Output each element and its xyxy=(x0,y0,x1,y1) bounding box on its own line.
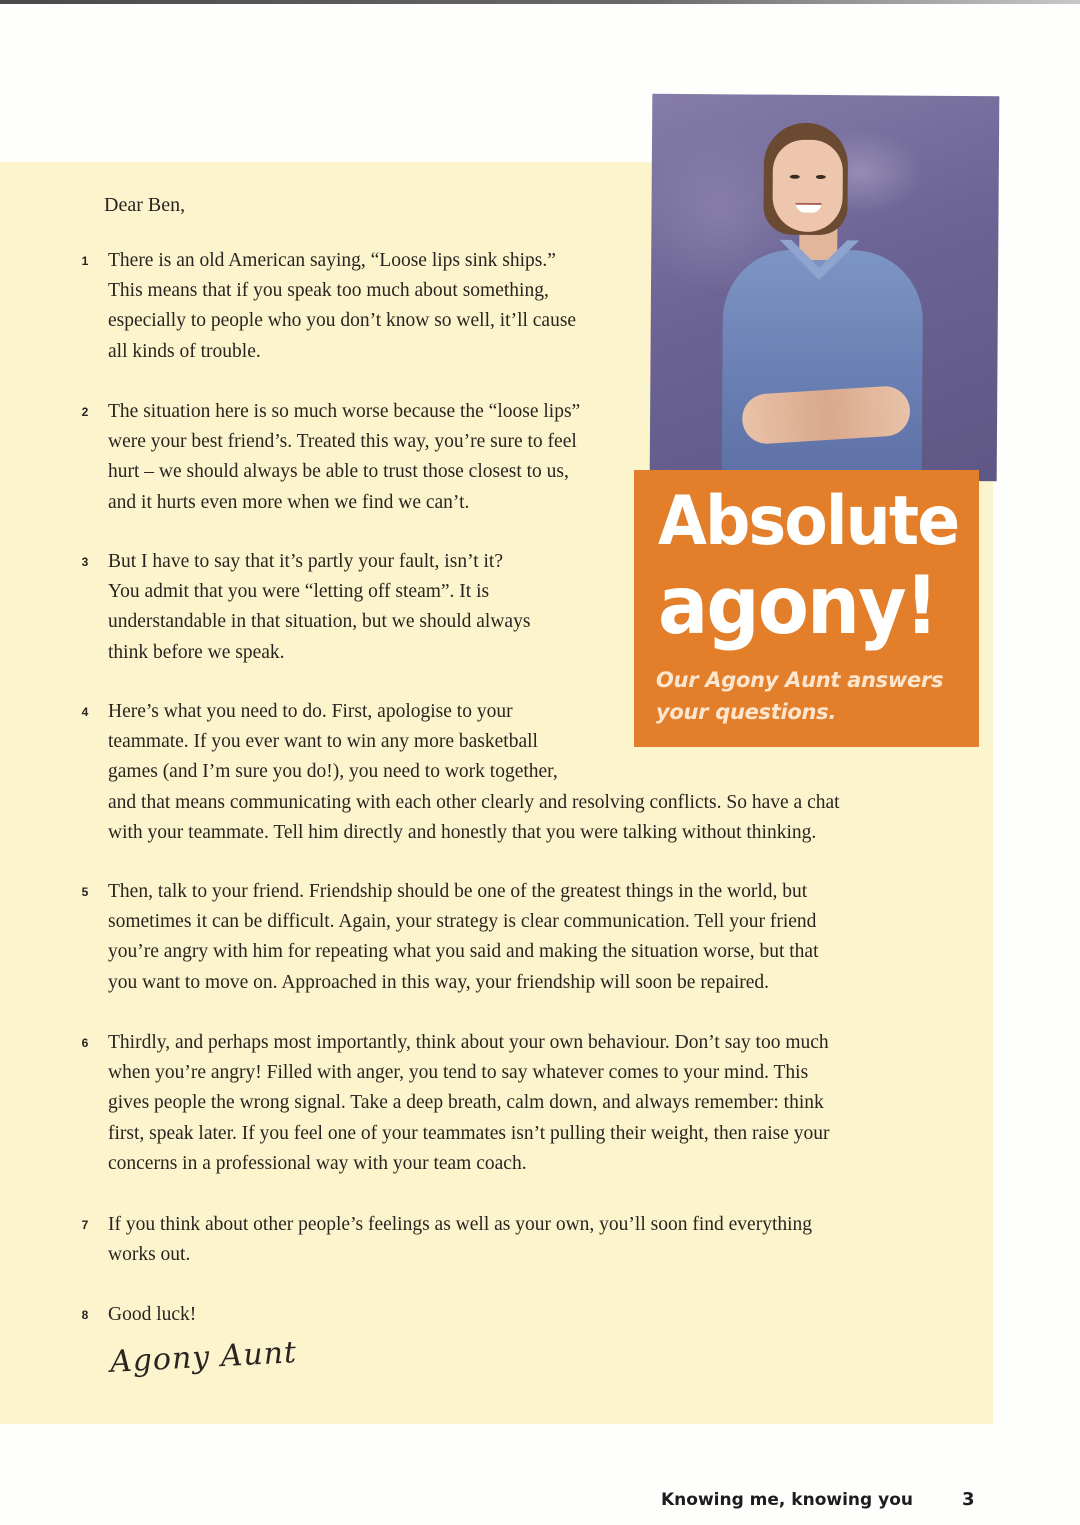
paragraph-number: 5 xyxy=(81,885,89,899)
paragraph-line: especially to people who you don’t know so well, it’ll cause xyxy=(108,310,577,332)
paragraph-line: Here’s what you need to do. First, apologise to your xyxy=(108,701,513,722)
paragraph-line: understandable in that situation, but we should always xyxy=(108,611,531,633)
paragraph-line: There is an old American saying, “Loose lips sink ships.” xyxy=(108,250,556,271)
paragraph-line: Thirdly, and perhaps most importantly, think about your own behaviour. Don’t say too much xyxy=(108,1032,829,1053)
subheading-line-1: Our Agony Aunt answers xyxy=(656,668,944,692)
paragraph-line: were your best friend’s. Treated this way, you’re sure to feel xyxy=(108,431,577,453)
paragraph-number: 2 xyxy=(81,405,89,419)
paragraph-2 xyxy=(81,397,581,518)
paragraph-5 xyxy=(81,877,819,998)
paragraph-8 xyxy=(81,1300,197,1330)
signature: Agony Aunt xyxy=(109,1335,298,1380)
paragraph-line: works out. xyxy=(108,1244,191,1266)
agony-aunt-photo xyxy=(650,94,1000,481)
paragraph-line: This means that if you speak too much about something, xyxy=(108,280,549,302)
paragraph-number: 1 xyxy=(81,254,89,268)
photo-crossed-arms xyxy=(741,385,912,445)
paragraph-line: concerns in a professional way with your team coach. xyxy=(108,1152,527,1174)
paragraph-line: The situation here is so much worse because the “loose lips” xyxy=(108,401,581,422)
paragraph-line: when you’re angry! Filled with anger, you tend to say whatever comes to your mind. This xyxy=(108,1062,809,1084)
paragraph-line: sometimes it can be difficult. Again, your strategy is clear communication. Tell your friend xyxy=(108,911,817,933)
headline-line-1: Absolute xyxy=(658,482,959,561)
photo-eye xyxy=(816,175,826,179)
photo-face xyxy=(772,140,843,232)
page-top-edge xyxy=(0,0,1080,4)
paragraph-line: teammate. If you ever want to win any more basketball xyxy=(108,731,538,753)
paragraph-3 xyxy=(81,547,531,668)
paragraph-line: first, speak later. If you feel one of your teammates isn’t pulling their weight, then raise your xyxy=(108,1122,830,1144)
paragraph-line: games (and I’m sure you do!), you need to work together, xyxy=(108,761,558,783)
paragraph-line: with your teammate. Tell him directly and honestly that you were talking without thinking. xyxy=(108,821,817,843)
paragraph-line: hurt – we should always be able to trust those closest to us, xyxy=(108,461,569,483)
paragraph-1 xyxy=(81,246,577,367)
paragraph-line: But I have to say that it’s partly your fault, isn’t it? xyxy=(108,551,503,572)
photo-shirt xyxy=(722,249,924,481)
subheading-line-2: your questions. xyxy=(656,700,837,724)
paragraph-7 xyxy=(81,1210,813,1270)
headline-line-2: agony! xyxy=(658,559,937,652)
page-number: 3 xyxy=(962,1489,975,1510)
paragraph-line: Good luck! xyxy=(108,1304,197,1325)
paragraph-line: You admit that you were “letting off steam”. It is xyxy=(108,581,490,603)
paragraph-line: and that means communicating with each other clearly and resolving conflicts. So have a chat xyxy=(108,791,840,813)
photo-eye xyxy=(790,175,800,179)
paragraph-number: 7 xyxy=(81,1218,89,1232)
paragraph-number: 3 xyxy=(81,555,89,569)
paragraph-4 xyxy=(81,697,840,848)
paragraph-number: 4 xyxy=(81,705,89,719)
paragraph-line: If you think about other people’s feelings as well as your own, you’ll soon find everything xyxy=(108,1214,813,1235)
letter-greeting: Dear Ben, xyxy=(104,194,186,216)
paragraph-line: gives people the wrong signal. Take a deep breath, calm down, and always remember: think xyxy=(108,1092,824,1114)
paragraph-line: Then, talk to your friend. Friendship should be one of the greatest things in the world, but xyxy=(108,881,808,902)
unit-title: Knowing me, knowing you xyxy=(661,1490,913,1510)
paragraph-number: 6 xyxy=(81,1036,89,1050)
paragraph-6 xyxy=(81,1028,830,1179)
paragraph-line: you’re angry with him for repeating what you said and making the situation worse, but that xyxy=(108,941,819,963)
paragraph-line: think before we speak. xyxy=(108,641,285,663)
paragraph-line: all kinds of trouble. xyxy=(108,340,261,362)
paragraph-line: you want to move on. Approached in this way, your friendship will soon be repaired. xyxy=(108,971,770,993)
paragraph-number: 8 xyxy=(81,1308,89,1322)
paragraph-line: and it hurts even more when we find we can’t. xyxy=(108,491,470,513)
